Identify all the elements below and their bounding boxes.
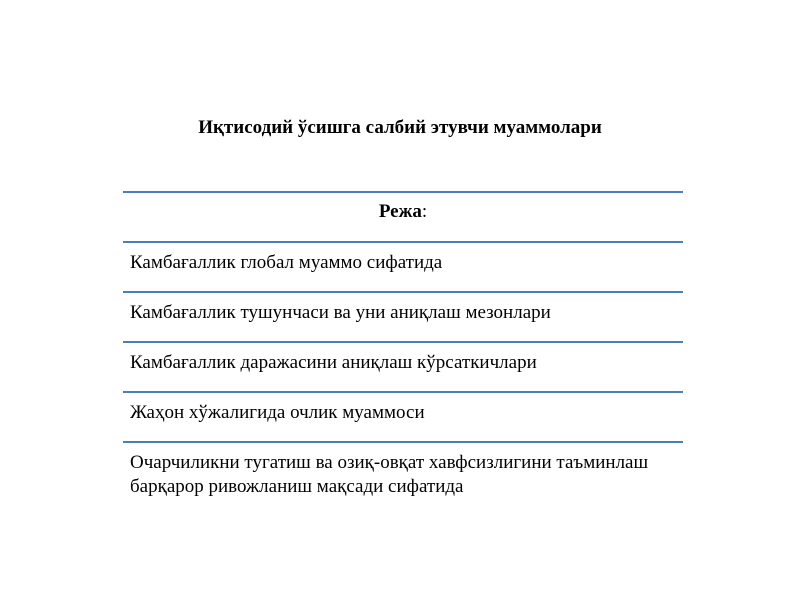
plan-header-colon: : xyxy=(421,201,428,222)
plan-item-row xyxy=(123,392,683,442)
plan-item: Камбағаллик тушунчаси ва уни аниқлаш мезонлари xyxy=(123,292,683,342)
plan-item-row xyxy=(123,342,683,392)
plan-item-row xyxy=(123,242,683,292)
plan-item: Камбағаллик глобал муаммо сифатида xyxy=(123,242,683,292)
plan-item: Очарчиликни тугатиш ва озиқ-овқат хавфсизлигини таъминлаш барқарор ривожланиш мақсади сифатида xyxy=(123,442,683,502)
plan-item-row xyxy=(123,442,683,502)
plan-table xyxy=(123,191,683,502)
plan-item: Камбағаллик даражасини аниқлаш кўрсаткичлари xyxy=(123,342,683,392)
plan-header-cell xyxy=(123,192,683,242)
plan-header-label: Режа xyxy=(378,201,422,222)
slide-title: Иқтисодий ўсишга салбий этувчи муаммолари xyxy=(198,117,602,138)
plan-header-row xyxy=(123,192,683,242)
plan-item: Жаҳон хўжалигида очлик муаммоси xyxy=(123,392,683,442)
plan-item-row xyxy=(123,292,683,342)
